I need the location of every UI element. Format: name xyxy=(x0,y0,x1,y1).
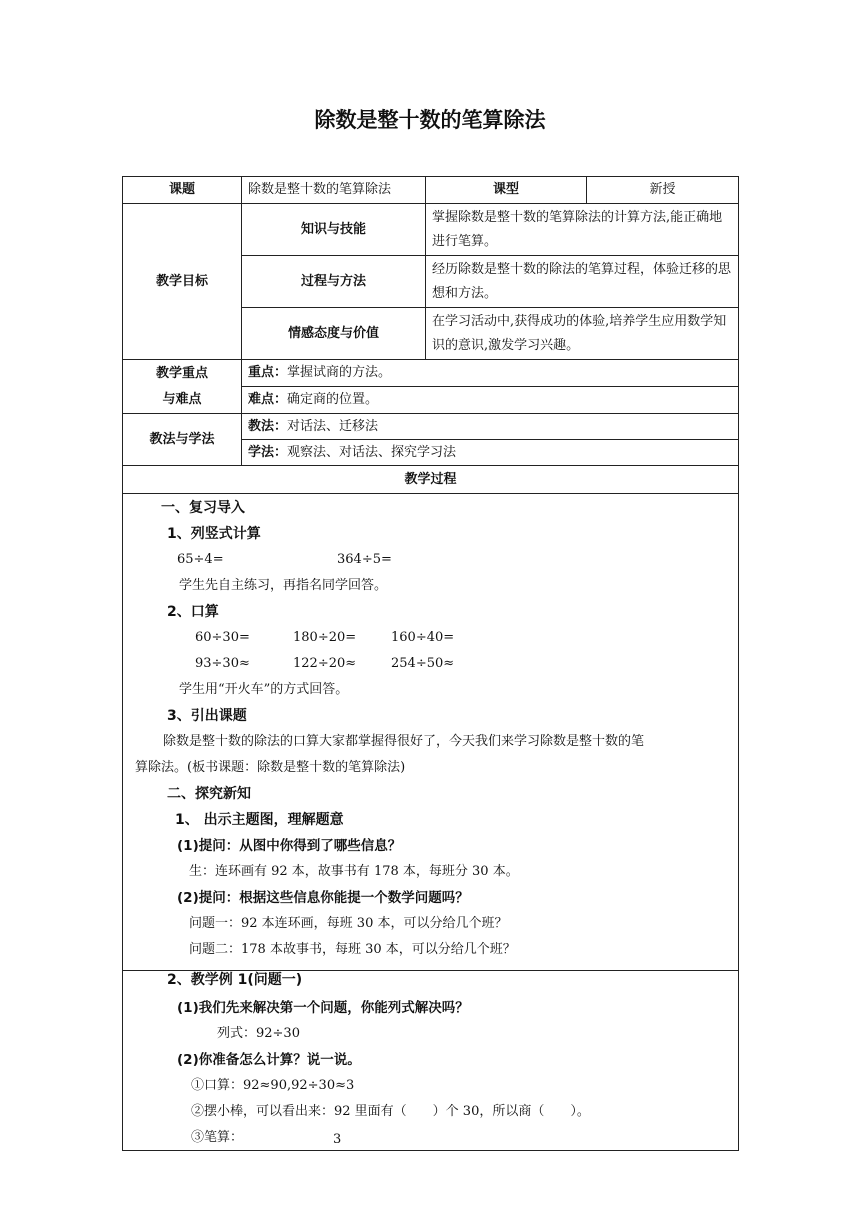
method-oral: ①口算：92≈90,92÷30≈3 xyxy=(191,1078,355,1093)
topic-label: 课题 xyxy=(123,177,242,204)
oral-item: 60÷30= xyxy=(195,630,250,645)
quotient-digit: 3 xyxy=(333,1132,342,1147)
section-review: 一、复习导入 xyxy=(161,500,245,516)
key-point-row xyxy=(242,360,739,387)
key-point-text: 掌握试商的方法。 xyxy=(287,365,392,380)
problem-2: 问题二：178 本故事书，每班 30 本，可以分给几个班？ xyxy=(189,942,516,957)
learn-method-text: 观察法、对话法、探究学习法 xyxy=(287,444,457,460)
lesson-plan-table xyxy=(122,176,739,971)
teach-method-text: 对话法、迁移法 xyxy=(287,418,379,434)
answer-1: 生：连环画有 92 本，故事书有 178 本，每班分 30 本。 xyxy=(189,864,519,879)
formula: 列式：92÷30 xyxy=(217,1026,300,1041)
calc-item: 65÷4= xyxy=(177,552,224,567)
method-written: ③笔算： xyxy=(191,1130,244,1145)
process-content xyxy=(123,494,739,971)
keypoints-label-line-1: 教学重点 xyxy=(155,365,208,381)
document-title: 除数是整十数的笔算除法 xyxy=(314,108,546,132)
subsection-theme-picture: 1、 出示主题图，理解题意 xyxy=(175,812,344,828)
calc-item: 364÷5= xyxy=(337,552,392,567)
difficulty-label: 难点： xyxy=(248,392,288,407)
method-sticks: ②摆小棒，可以看出来：92 里面有（ ）个 30，所以商（ ）。 xyxy=(191,1104,590,1119)
goal-text: 经历除数是整十数的除法的笔算过程，体验迁移的思想和方法。 xyxy=(426,256,739,308)
oral-item: 160÷40= xyxy=(391,630,455,645)
subsection-example-1: 2、教学例 1(问题一) xyxy=(167,972,303,988)
teach-method-label: 教法： xyxy=(248,418,288,434)
subsection-intro-topic: 3、引出课题 xyxy=(167,708,247,724)
type-value: 新授 xyxy=(587,177,739,204)
methods-label: 教法与学法 xyxy=(123,414,242,466)
goal-name: 过程与方法 xyxy=(242,256,426,308)
type-label: 课型 xyxy=(426,177,587,204)
learn-method-row xyxy=(242,440,739,466)
oral-item: 93÷30≈ xyxy=(195,656,250,671)
goal-name: 知识与技能 xyxy=(242,204,426,256)
question-1: (1)提问：从图中你得到了哪些信息？ xyxy=(177,838,402,854)
oral-item: 122÷20≈ xyxy=(293,656,357,671)
goal-name: 情感态度与价值 xyxy=(242,308,426,360)
key-point-label: 重点： xyxy=(248,365,288,380)
oral-item: 180÷20= xyxy=(293,630,357,645)
intro-paragraph-line-2: 算除法。(板书课题：除数是整十数的笔算除法) xyxy=(135,760,406,775)
process-continuation xyxy=(122,966,739,1151)
subsection-oral-calc: 2、口算 xyxy=(167,604,219,620)
teach-method-row xyxy=(242,414,739,440)
oral-note: 学生用“开火车”的方式回答。 xyxy=(179,682,349,697)
goal-text: 掌握除数是整十数的笔算除法的计算方法,能正确地进行笔算。 xyxy=(426,204,739,256)
keypoints-label-line-2: 与难点 xyxy=(162,391,202,407)
subsection-vertical-calc: 1、列竖式计算 xyxy=(167,526,261,542)
question-3: (1)我们先来解决第一个问题，你能列式解决吗？ xyxy=(177,1000,469,1016)
question-2: (2)提问：根据这些信息你能提一个数学问题吗？ xyxy=(177,890,469,906)
difficulty-row xyxy=(242,387,739,414)
intro-paragraph-line-1: 除数是整十数的除法的口算大家都掌握得很好了，今天我们来学习除数是整十数的笔 xyxy=(163,734,645,749)
keypoints-label xyxy=(123,360,242,414)
problem-1: 问题一：92 本连环画，每班 30 本，可以分给几个班？ xyxy=(189,916,508,931)
oral-item: 254÷50≈ xyxy=(391,656,455,671)
section-explore: 二、探究新知 xyxy=(167,786,251,802)
goals-label: 教学目标 xyxy=(123,204,242,360)
goal-text: 在学习活动中,获得成功的体验,培养学生应用数学知识的意识,激发学习兴趣。 xyxy=(426,308,739,360)
topic-value: 除数是整十数的笔算除法 xyxy=(242,177,426,204)
learn-method-label: 学法： xyxy=(248,444,288,460)
question-4: (2)你准备怎么计算？说一说。 xyxy=(177,1052,361,1068)
process-label: 教学过程 xyxy=(123,466,739,494)
review-note: 学生先自主练习，再指名同学回答。 xyxy=(179,578,388,593)
difficulty-text: 确定商的位置。 xyxy=(287,392,379,407)
